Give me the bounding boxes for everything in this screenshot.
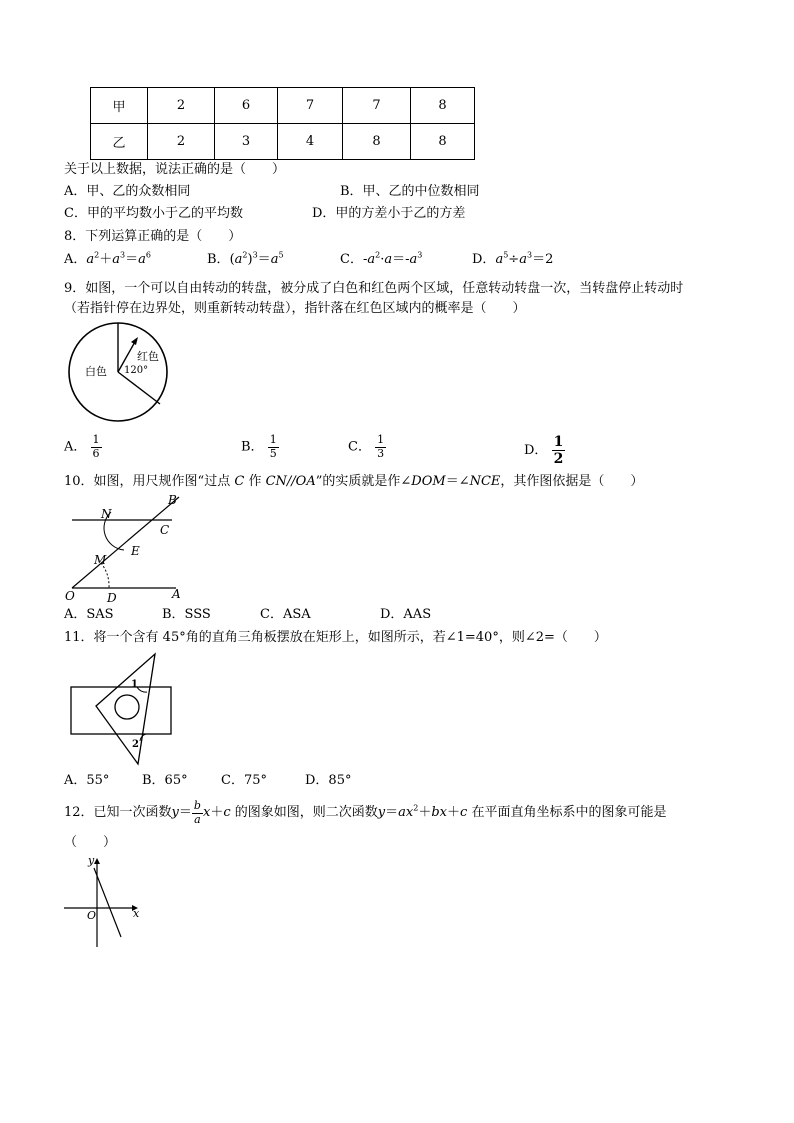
q11-option-c[interactable]: C．75° <box>221 773 267 788</box>
q7-option-c[interactable]: C．甲的平均数小于乙的平均数 <box>64 206 243 221</box>
right-triangle <box>96 654 155 764</box>
table-cell: 8 <box>411 88 475 124</box>
q10-option-c[interactable]: C．ASA <box>260 607 311 622</box>
angle-1-arc <box>137 687 147 692</box>
q9-option-a[interactable]: A． $\frac{1}{6}$ <box>64 433 100 460</box>
q11-option-a[interactable]: A．55° <box>64 773 110 788</box>
q10-option-a[interactable]: A．SAS <box>64 607 114 622</box>
q10-option-d[interactable]: D．AAS <box>380 607 432 622</box>
q9-option-b[interactable]: B． $\frac{1}{5}$ <box>241 433 277 460</box>
table-cell: 8 <box>343 124 411 160</box>
x-axis-label: x <box>133 907 140 920</box>
q9-option-d[interactable]: D． $\frac{1}{2}$ <box>524 434 564 468</box>
table-cell: 3 <box>215 124 278 160</box>
angle-2-arc <box>140 734 146 741</box>
ray-OB <box>72 497 179 588</box>
table-cell: 8 <box>411 124 475 160</box>
point-label-O: O <box>65 589 75 603</box>
point-label-M: M <box>94 553 107 567</box>
angle-1-label: 1 <box>131 679 138 690</box>
q11-option-b[interactable]: B．65° <box>142 773 188 788</box>
region-boundary <box>118 372 160 404</box>
q7-option-d[interactable]: D．甲的方差小于乙的方差 <box>312 206 466 221</box>
table-row <box>91 88 475 124</box>
pointer-arrowhead <box>131 337 138 345</box>
q8-option-b[interactable]: B．$(a^2)^3=a^5$ <box>207 250 284 267</box>
q9-stem-line2: （若指针停在边界处，则重新转动转盘），指针落在红色区域内的概率是（ ） <box>64 301 526 316</box>
q8-option-c[interactable]: C．$-a^2\cdot a=-a^3$ <box>340 250 423 267</box>
table-cell: 2 <box>148 124 215 160</box>
y-axis-arrow <box>94 858 100 864</box>
spinner-figure <box>64 322 174 427</box>
linear-function-graph <box>62 852 142 952</box>
row-label: 甲 <box>91 88 148 124</box>
q9-stem-line1: 9．如图，一个可以自由转动的转盘，被分成了白色和红色两个区域，任意转动转盘一次，当转盘停止转动时 <box>64 281 684 296</box>
triangle-hole <box>115 695 139 719</box>
q8-option-d[interactable]: D．$a^5\div a^3=2$ <box>472 250 554 267</box>
data-table <box>90 87 475 160</box>
point-label-C: C <box>160 523 170 537</box>
red-region-label: 红色 <box>137 350 159 363</box>
rectangle <box>71 687 171 734</box>
q7-stem: 关于以上数据，说法正确的是（ ） <box>64 162 286 177</box>
angle-2-label: 2 <box>132 739 139 750</box>
table-cell: 6 <box>215 88 278 124</box>
point-label-N: N <box>101 507 112 521</box>
point-label-B: B <box>168 493 177 507</box>
triangle-rectangle-figure <box>68 654 178 769</box>
origin-label: O <box>87 909 97 922</box>
row-label: 乙 <box>91 124 148 160</box>
white-region-label: 白色 <box>85 365 107 378</box>
table-cell: 4 <box>278 124 343 160</box>
table-cell: 7 <box>278 88 343 124</box>
q8-stem: 8．下列运算正确的是（ ） <box>64 229 242 244</box>
point-label-A: A <box>172 587 181 601</box>
function-line <box>94 868 121 937</box>
q10-option-b[interactable]: B．SSS <box>162 607 211 622</box>
q7-option-a[interactable]: A．甲、乙的众数相同 <box>64 184 191 199</box>
angle-label: 120° <box>124 365 149 376</box>
table-cell: 7 <box>343 88 411 124</box>
y-axis-label: y <box>88 854 95 867</box>
construction-figure <box>64 494 194 604</box>
point-label-D: D <box>107 591 117 605</box>
q9-option-c[interactable]: C． $\frac{1}{3}$ <box>348 433 385 460</box>
q12-answer-bracket: （ ） <box>64 835 117 850</box>
point-label-E: E <box>131 544 140 558</box>
q12-stem: 12．已知一次函数y＝ $\frac{b}{a}$ x＋c 的图象如图，则二次函数$y=ax^2+bx+c$ 在平面直角坐标系中的图象可能是 <box>64 799 667 826</box>
q8-option-a[interactable]: A．$a^2+a^3=a^6$ <box>64 250 151 267</box>
q11-option-d[interactable]: D．85° <box>305 773 352 788</box>
q7-option-b[interactable]: B．甲、乙的中位数相同 <box>340 184 480 199</box>
q11-stem: 11．将一个含有 45°角的直角三角板摆放在矩形上，如图所示，若∠1=40°，则∠2=（ ） <box>64 630 607 645</box>
table-row <box>91 124 475 160</box>
q10-stem: 10．如图，用尺规作图“过点 C 作 CN//OA”的实质就是作∠DOM＝∠NCE，其作图依据是（ ） <box>64 474 644 489</box>
table-cell: 2 <box>148 88 215 124</box>
